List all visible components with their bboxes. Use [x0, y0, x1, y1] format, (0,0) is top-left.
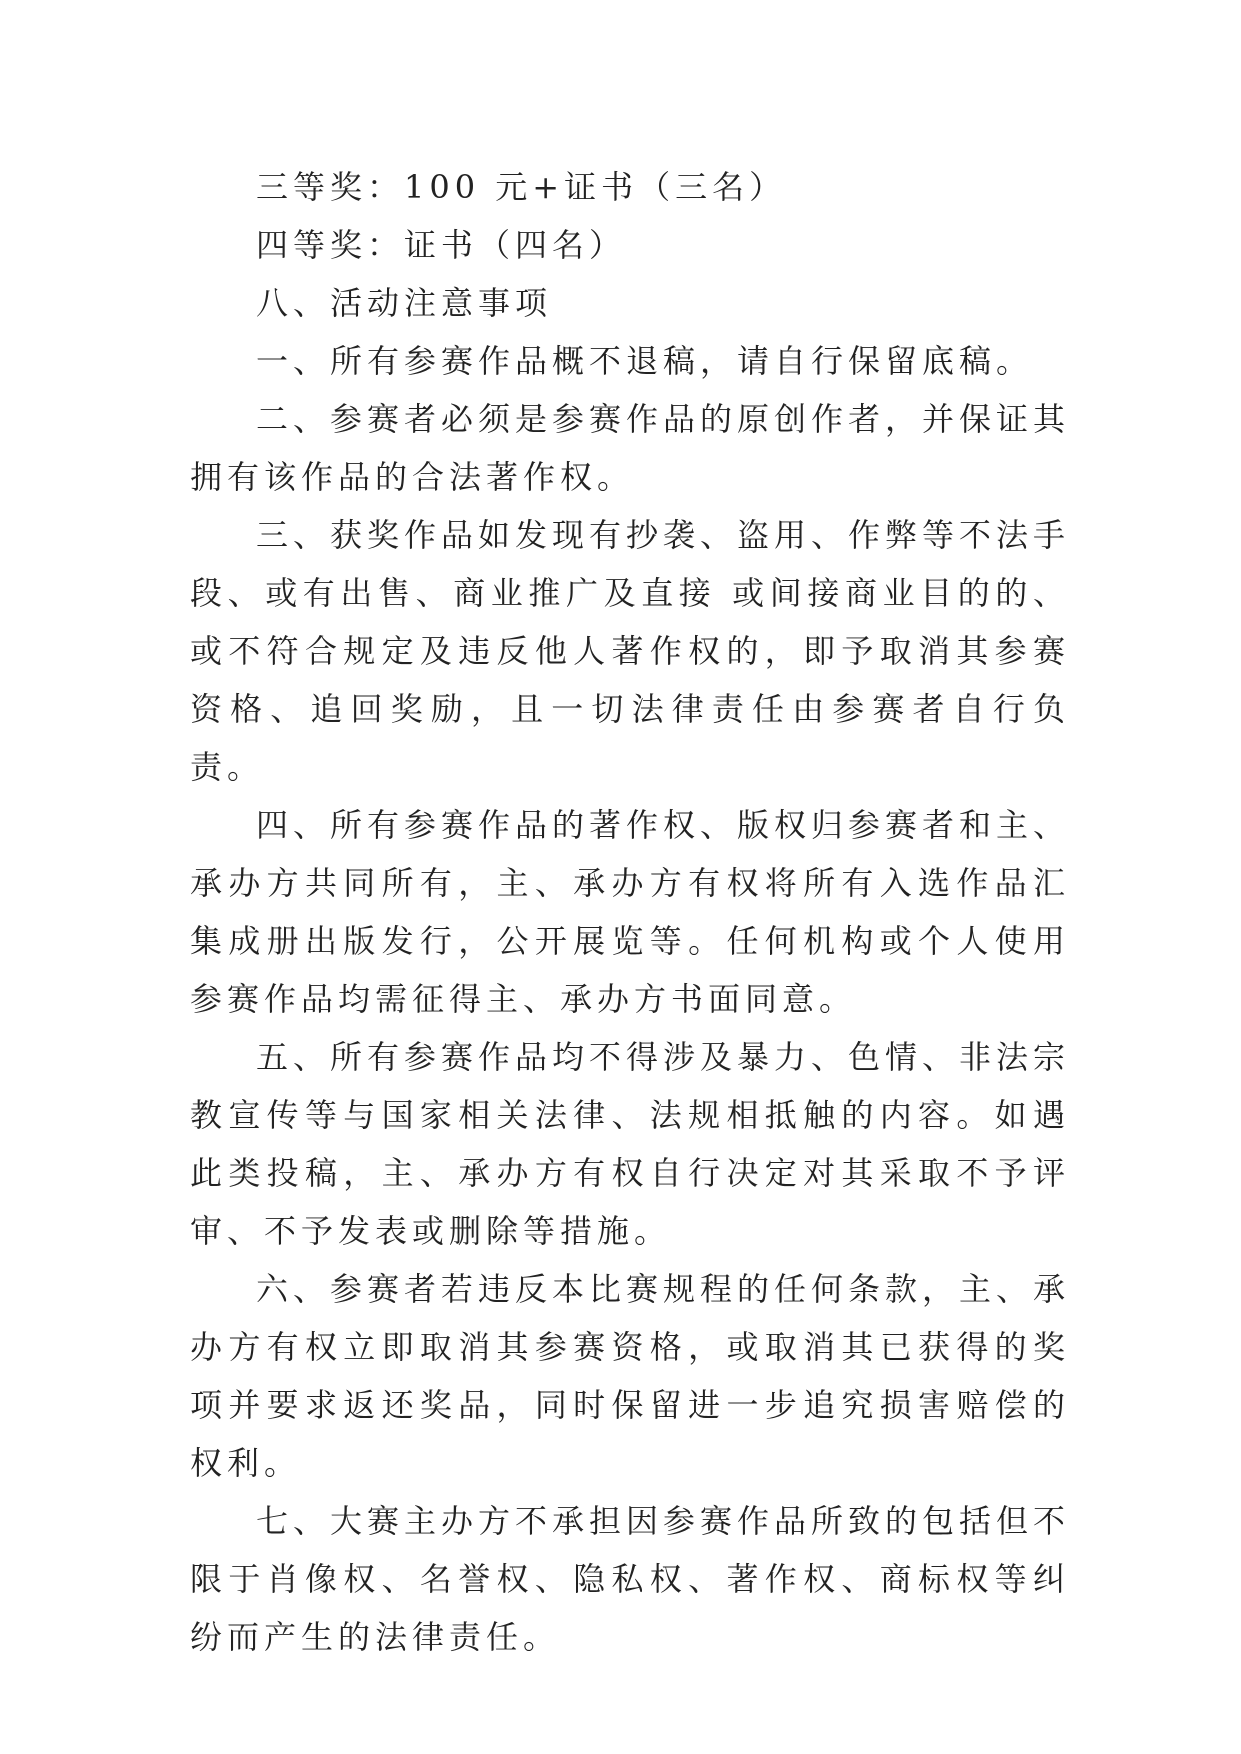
note-paragraph-5: 五、所有参赛作品均不得涉及暴力、色情、非法宗教宣传等与国家相关法律、法规相抵触的内容。如遇此类投稿，主、承办方有权自行决定对其采取不予评审、不予发表或删除等措施。 [190, 1038, 1071, 1250]
note-paragraph-3: 三、获奖作品如发现有抄袭、盗用、作弊等不法手段、或有出售、商业推广及直接 或间接商业目的的、或不符合规定及违反他人著作权的，即予取消其参赛资格、追回奖励，且一切法律责任由参赛者自行负责。 [190, 516, 1071, 786]
note-paragraph-1: 一、所有参赛作品概不退稿，请自行保留底稿。 [256, 342, 1034, 380]
note-paragraph-6: 六、参赛者若违反本比赛规程的任何条款，主、承办方有权立即取消其参赛资格，或取消其已获得的奖项并要求返还奖品，同时保留进一步追究损害赔偿的权利。 [190, 1270, 1071, 1482]
note-paragraph-2: 二、参赛者必须是参赛作品的原创作者，并保证其拥有该作品的合法著作权。 [190, 400, 1071, 496]
prize-third-paragraph: 三等奖：100 元+证书（三名） [256, 168, 787, 206]
note-paragraph-7: 七、大赛主办方不承担因参赛作品所致的包括但不限于肖像权、名誉权、隐私权、著作权、商标权等纠纷而产生的法律责任。 [190, 1502, 1071, 1656]
note-paragraph-4: 四、所有参赛作品的著作权、版权归参赛者和主、承办方共同所有，主、承办方有权将所有入选作品汇集成册出版发行，公开展览等。任何机构或个人使用参赛作品均需征得主、承办方书面同意。 [190, 806, 1071, 1018]
prize-fourth-paragraph: 四等奖：证书（四名） [256, 226, 627, 264]
document-body [190, 158, 1070, 1666]
section-heading: 八、活动注意事项 [256, 284, 553, 322]
